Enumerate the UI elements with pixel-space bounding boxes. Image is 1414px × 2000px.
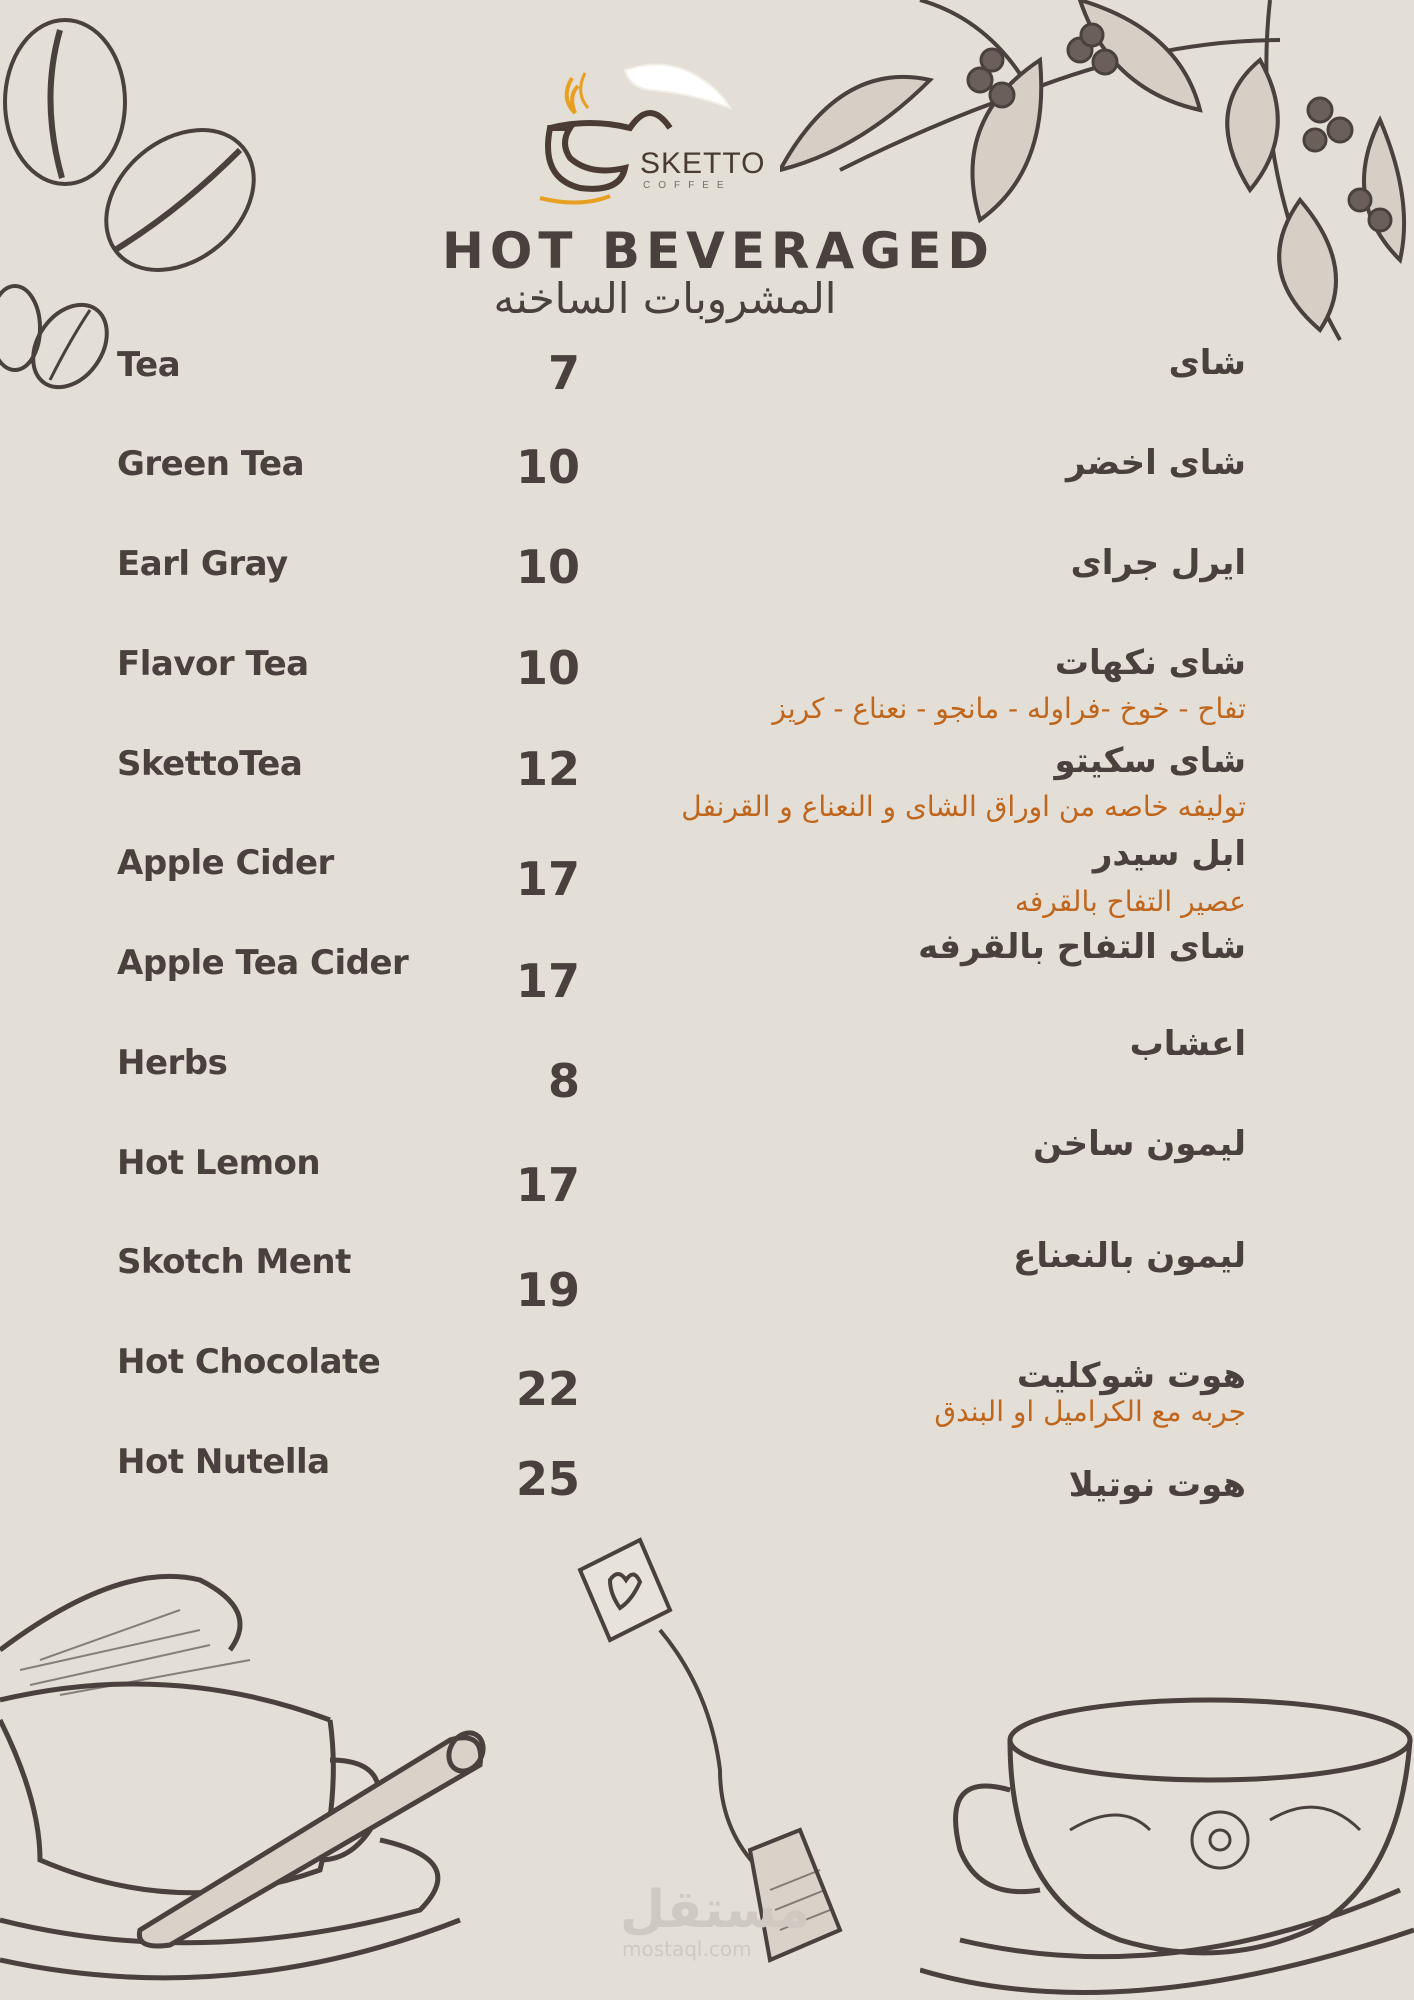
menu-item-price: 17 bbox=[515, 1158, 580, 1212]
menu-item-name: Apple Cider bbox=[117, 843, 334, 883]
menu-item-name-arabic: شاى اخضر bbox=[1065, 443, 1246, 483]
menu-item-name: Hot Chocolate bbox=[117, 1342, 381, 1382]
brand-subtitle: COFFEE bbox=[643, 180, 732, 191]
menu-item-name: Skotch Ment bbox=[117, 1242, 351, 1282]
menu-item-name: Earl Gray bbox=[117, 544, 288, 584]
menu-item-name-arabic: ايرل جراى bbox=[1070, 543, 1246, 583]
menu-item-price: 12 bbox=[515, 742, 580, 796]
menu-item-name-arabic: شاى التفاح بالقرفه bbox=[918, 927, 1246, 967]
menu-item-name: SkettoTea bbox=[117, 744, 303, 784]
page-title-arabic: المشروبات الساخنه bbox=[493, 274, 837, 323]
page-title: HOT BEVERAGED bbox=[442, 222, 995, 280]
menu-item-name: Green Tea bbox=[117, 444, 305, 484]
menu-item-price: 8 bbox=[547, 1054, 580, 1108]
menu-item-description: توليفه خاصه من اوراق الشاى و النعناع و القرنفل bbox=[681, 790, 1246, 823]
menu-item-price: 17 bbox=[515, 954, 580, 1008]
menu-item-name-arabic: اعشاب bbox=[1129, 1024, 1246, 1064]
watermark-url: mostaql.com bbox=[622, 1937, 752, 1961]
menu-item-description: جربه مع الكراميل او البندق bbox=[934, 1395, 1246, 1428]
menu-item-name: Hot Nutella bbox=[117, 1442, 330, 1482]
menu-item-price: 19 bbox=[515, 1263, 580, 1317]
menu-item-name-arabic: ليمون ساخن bbox=[1033, 1124, 1246, 1164]
menu-item-price: 25 bbox=[515, 1452, 580, 1506]
menu-item-name-arabic: هوت شوكليت bbox=[1016, 1356, 1246, 1396]
menu-item-price: 10 bbox=[515, 540, 580, 594]
menu-item-description: تفاح - خوخ -فراوله - مانجو - نعناع - كريز bbox=[772, 692, 1246, 725]
menu-item-price: 22 bbox=[515, 1362, 580, 1416]
menu-item-name-arabic: هوت نوتيلا bbox=[1068, 1465, 1246, 1505]
menu-item-price: 17 bbox=[515, 852, 580, 906]
menu-item-name: Hot Lemon bbox=[117, 1143, 321, 1183]
coffee-branch-icon bbox=[780, 0, 1414, 360]
menu-item-price: 7 bbox=[547, 346, 580, 400]
brand-name: SKETTO bbox=[640, 147, 766, 180]
menu-item-name-arabic: شاى سكيتو bbox=[1054, 741, 1246, 781]
menu-item-name-arabic: ابل سيدر bbox=[1092, 834, 1246, 874]
menu-item-price: 10 bbox=[515, 440, 580, 494]
teacup-icon bbox=[920, 1690, 1414, 2000]
menu-item-name: Flavor Tea bbox=[117, 644, 309, 684]
menu-item-name-arabic: شاى bbox=[1168, 343, 1246, 383]
watermark: مستقل bbox=[620, 1880, 811, 1940]
menu-item-name: Tea bbox=[117, 345, 181, 385]
menu-item-name-arabic: ليمون بالنعناع bbox=[1013, 1236, 1246, 1276]
cinnamon-stick-icon bbox=[130, 1720, 500, 1950]
menu-item-name: Apple Tea Cider bbox=[117, 943, 409, 983]
menu-item-name-arabic: شاى نكهات bbox=[1054, 643, 1246, 683]
menu-item-description: عصير التفاح بالقرفه bbox=[1014, 885, 1246, 918]
coffee-bean-icon bbox=[0, 10, 280, 390]
menu-item-price: 10 bbox=[515, 641, 580, 695]
menu-item-name: Herbs bbox=[117, 1043, 228, 1083]
